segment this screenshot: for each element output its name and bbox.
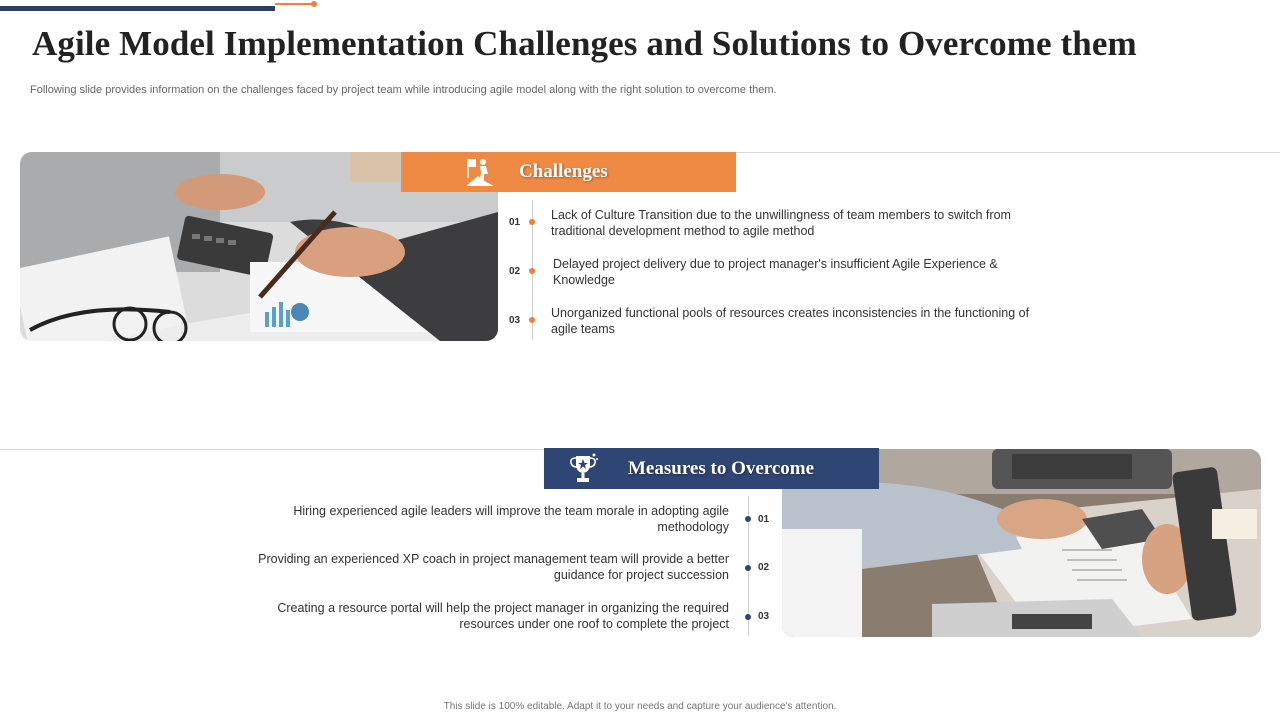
challenge-number: 02	[509, 266, 521, 277]
measure-number: 03	[758, 611, 770, 622]
timeline-dot	[745, 565, 751, 571]
challenges-heading: Challenges	[519, 161, 608, 182]
measures-header	[544, 448, 879, 489]
measure-number: 01	[758, 514, 770, 525]
page-subtitle: Following slide provides information on the challenges faced by project team while introducing agile model along with the right solution to overcome them.	[30, 84, 777, 96]
top-accent-dot	[311, 1, 317, 7]
timeline-dot	[745, 614, 751, 620]
top-accent-bar	[0, 6, 275, 11]
timeline-dot	[529, 317, 535, 323]
challenge-item: Unorganized functional pools of resources creates inconsistencies in the functioning of agile teams	[551, 306, 1030, 336]
challenges-header	[401, 152, 736, 192]
challenge-number: 01	[509, 217, 521, 228]
page-title: Agile Model Implementation Challenges and Solutions to Overcome them	[32, 24, 1137, 63]
top-accent-line	[275, 3, 313, 5]
measure-item: Providing an experienced XP coach in project management team will provide a better guidance for project succession	[258, 552, 729, 582]
measure-item: Creating a resource portal will help the project manager in organizing the required resources under one roof to complete the project	[277, 601, 729, 631]
timeline-dot	[529, 219, 535, 225]
challenge-number: 03	[509, 315, 521, 326]
timeline-dot	[745, 516, 751, 522]
measures-heading: Measures to Overcome	[628, 457, 815, 479]
climber-icon	[463, 155, 497, 189]
trophy-icon	[565, 451, 601, 487]
measure-item: Hiring experienced agile leaders will improve the team morale in adopting agile methodology	[293, 504, 729, 534]
footer-note: This slide is 100% editable. Adapt it to your needs and capture your audience's attention.	[443, 701, 837, 712]
challenge-item: Delayed project delivery due to project manager's insufficient Agile Experience & Knowledge	[553, 257, 998, 287]
measure-number: 02	[758, 562, 770, 573]
timeline-dot	[529, 268, 535, 274]
challenge-item: Lack of Culture Transition due to the unwillingness of team members to switch from traditional development method to agile method	[551, 208, 1011, 238]
